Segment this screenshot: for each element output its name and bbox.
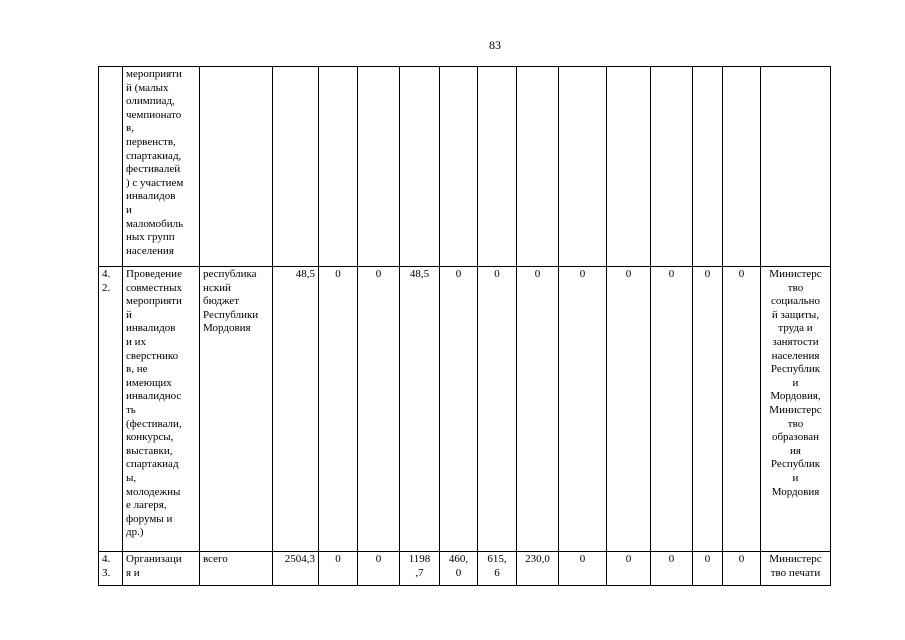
- value-cell: 0: [651, 552, 693, 586]
- value-cell: 0: [559, 552, 607, 586]
- value-cell: [693, 67, 723, 267]
- executor: Министерс тво печати: [761, 552, 831, 586]
- value-cell: [651, 67, 693, 267]
- value-cell: 0: [607, 267, 651, 552]
- value-cell: [358, 67, 400, 267]
- value-cell: 0: [358, 267, 400, 552]
- value-cell: 0: [440, 267, 478, 552]
- activity-name: Проведение совместных мероприяти й инвалидов и их сверстнико в, не имеющих инвалиднос ть (фестивали, конкурсы, выставки, спартакиад ы, молодежны е лагеря, форумы и др.): [123, 267, 200, 552]
- value-cell: 0: [319, 267, 358, 552]
- value-cell: 0: [723, 552, 761, 586]
- funding-source: всего: [200, 552, 273, 586]
- value-cell: 0: [693, 552, 723, 586]
- program-table: [98, 66, 831, 586]
- value-cell: [319, 67, 358, 267]
- executor: Министерс тво социально й защиты, труда и занятости населения Республик и Мордовия, Министерс тво образован ия Республик и Мордовия: [761, 267, 831, 552]
- value-cell: 0: [358, 552, 400, 586]
- row-index: [99, 67, 123, 267]
- value-cell: 0: [478, 267, 517, 552]
- value-cell: 615, 6: [478, 552, 517, 586]
- value-cell: [723, 67, 761, 267]
- value-cell: 0: [723, 267, 761, 552]
- table-row: [99, 67, 831, 267]
- executor: [761, 67, 831, 267]
- value-cell: 1198 ,7: [400, 552, 440, 586]
- activity-name: Организаци я и: [123, 552, 200, 586]
- value-cell: 230,0: [517, 552, 559, 586]
- funding-source: [200, 67, 273, 267]
- value-cell: 460, 0: [440, 552, 478, 586]
- value-cell: [440, 67, 478, 267]
- value-cell: 2504,3: [273, 552, 319, 586]
- value-cell: [478, 67, 517, 267]
- value-cell: 48,5: [400, 267, 440, 552]
- page-number: 83: [489, 38, 501, 52]
- value-cell: [400, 67, 440, 267]
- table-row: [99, 552, 831, 586]
- value-cell: 48,5: [273, 267, 319, 552]
- value-cell: 0: [693, 267, 723, 552]
- funding-source: республика нский бюджет Республики Мордовия: [200, 267, 273, 552]
- value-cell: [559, 67, 607, 267]
- value-cell: 0: [559, 267, 607, 552]
- value-cell: [517, 67, 559, 267]
- value-cell: 0: [651, 267, 693, 552]
- row-index: 4. 2.: [99, 267, 123, 552]
- activity-name: мероприяти й (малых олимпиад, чемпионато в, первенств, спартакиад, фестивалей ) с участием инвалидов и маломобиль ных групп населения: [123, 67, 200, 267]
- value-cell: 0: [517, 267, 559, 552]
- value-cell: [273, 67, 319, 267]
- table-row: [99, 267, 831, 552]
- value-cell: [607, 67, 651, 267]
- row-index: 4. 3.: [99, 552, 123, 586]
- value-cell: 0: [607, 552, 651, 586]
- value-cell: 0: [319, 552, 358, 586]
